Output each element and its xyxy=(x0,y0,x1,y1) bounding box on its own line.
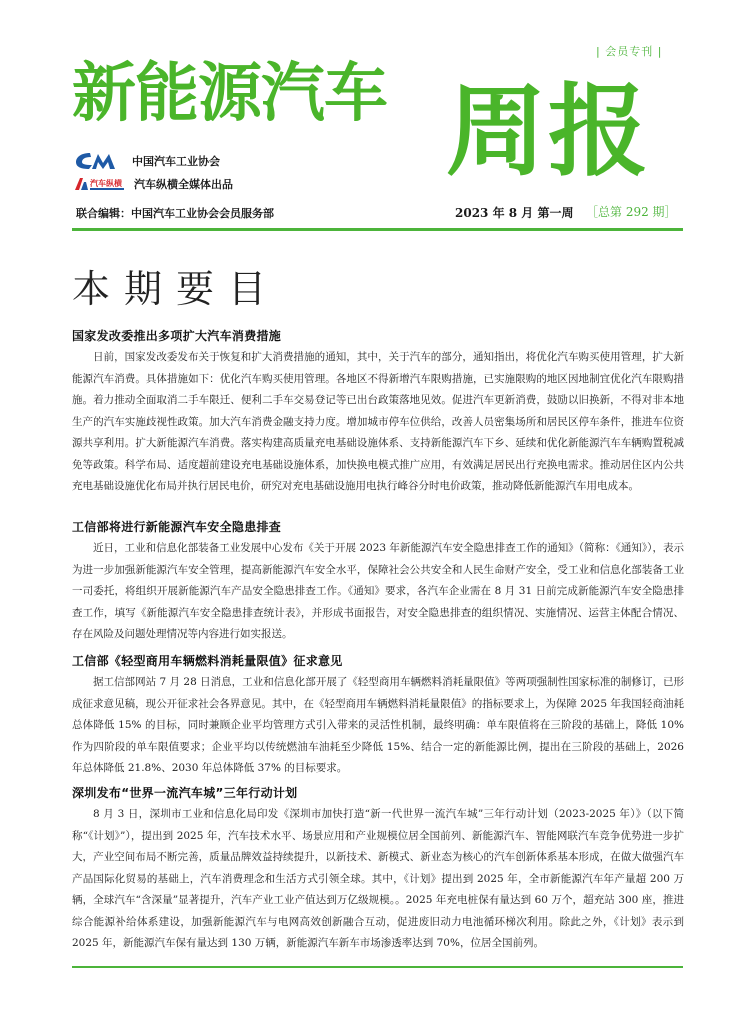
caam-logo-icon xyxy=(74,150,124,172)
masthead-week: 周报 xyxy=(446,73,650,190)
article-3 xyxy=(72,652,684,780)
article-body: 近日，工业和信息化部装备工业发展中心发布《关于开展 2023 年新能源汽车安全隐患排查工作的通知》（简称：《通知》），表示为进一步加强新能源汽车安全管理，提高新能源汽车安全水平，保障社会公共安全和人民生命财产安全，受工业和信息化部装备工业一司委托，将组织开展新能源汽车产品安全隐患排查工作。《通知》要求，各汽车企业需在 8 月 31 日前完成新能源汽车安全隐患排查工作，填写《新能源汽车安全隐患排查统计表》，并形成书面报告，对安全隐患排查的组织情况、实施情况、运营主体配合情况、存在风险及问题处理情况等内容进行如实报送。 xyxy=(72,542,684,640)
article-title: 工信部《轻型商用车辆燃料消耗量限值》征求意见 xyxy=(72,654,343,668)
article-title: 国家发改委推出多项扩大汽车消费措施 xyxy=(72,329,282,343)
joint-editor: 联合编辑：中国汽车工业协会会员服务部 xyxy=(76,207,274,220)
bottom-divider xyxy=(72,966,683,968)
toc-title: 本期要目 xyxy=(72,267,281,311)
autozonghe-logo-icon xyxy=(74,176,126,192)
article-body: 据工信部网站 7 月 28 日消息，工业和信息化部开展了《轻型商用车辆燃料消耗量限值》等两项强制性国家标准的制修订，已形成征求意见稿，现公开征求社会各界意见。其中，在《轻型商用车辆燃料消耗量限值》的指标要求上，为保障 2025 年我国轻商油耗总体降低 15% 的目标，同时兼顾企业平均管理方式引入带来的灵活性机制，最终明确：单车限值将在三阶段的基础上，降低 10% 作为四阶段的单车限值要求；企业平均以传统燃油车油耗至少降低 15%、结合一定的新能源比例，提出在三阶段的基础上，2026 年总体降低 21.8%、2030 年总体降低 37% 的目标要求。 xyxy=(72,676,684,774)
issue-date: 2023 年 8 月 第一周 xyxy=(455,206,574,220)
org-caam xyxy=(74,150,220,172)
top-divider xyxy=(72,228,683,231)
member-tag: | 会员专刊 | xyxy=(596,45,663,58)
org-autozonghe-label: 汽车纵横全媒体出品 xyxy=(134,178,233,191)
issue-number: ［总第 292 期］ xyxy=(586,205,677,219)
org-autozonghe xyxy=(74,176,233,192)
masthead-title: 新能源汽车 xyxy=(72,57,387,131)
org-caam-label: 中国汽车工业协会 xyxy=(132,155,220,168)
svg-text:汽车纵横: 汽车纵横 xyxy=(90,179,122,188)
article-2 xyxy=(72,518,684,646)
article-4 xyxy=(72,784,684,955)
article-body: 8 月 3 日，深圳市工业和信息化局印发《深圳市加快打造“新一代世界一流汽车城”三年行动计划（2023-2025 年）》（以下简称“《计划》”），提出到 2025 年，汽车技术水平、场景应用和产业规模位居全国前列、新能源汽车、智能网联汽车竞争优势进一步扩大，产业空间布局不断完善，质量品牌效益持续提升，以新技术、新模式、新业态为核心的汽车创新体系基本形成，在做大做强汽车产品国际化贸易的基础上，汽车消费理念和生活方式引领全球。其中，《计划》提出到 2025 年，全市新能源汽车年产量超 200 万辆，全球汽车“含深量”显著提升，汽车产业工业产值达到万亿级规模。。2025 年充电桩保有量达到 60 万个，超充站 300 座，推进综合能源补给体系建设，加强新能源汽车与电网高效创新融合互动，促进废旧动力电池循环梯次利用。除此之外，《计划》表示到 2025 年，新能源汽车保有量达到 130 万辆，新能源汽车新车市场渗透率达到 70%，位居全国前列。 xyxy=(72,808,684,949)
article-1 xyxy=(72,327,684,498)
article-title: 工信部将进行新能源汽车安全隐患排查 xyxy=(72,520,282,534)
article-title: 深圳发布“世界一流汽车城”三年行动计划 xyxy=(72,786,298,800)
article-body: 日前，国家发改委发布关于恢复和扩大消费措施的通知，其中，关于汽车的部分，通知指出，将优化汽车购买使用管理，扩大新能源汽车消费。具体措施如下：优化汽车购买使用管理。各地区不得新增汽车限购措施，已实施限购的地区因地制宜优化汽车限购措施。着力推动全面取消二手车限迁、便利二手车交易登记等已出台政策落地见效。促进汽车更新消费，鼓励以旧换新，不得对非本地生产的汽车实施歧视性政策。加大汽车消费金融支持力度。增加城市停车位供给，改善人员密集场所和居民区停车条件，推进车位资源共享利用。扩大新能源汽车消费。落实构建高质量充电基础设施体系、支持新能源汽车下乡、延续和优化新能源汽车车辆购置税减免等政策。科学布局、适度超前建设充电基础设施体系，加快换电模式推广应用，有效满足居民出行充换电需求。推动居住区内公共充电基础设施优化布局并执行居民电价，研究对充电基础设施用电执行峰谷分时电价政策，推动降低新能源汽车用电成本。 xyxy=(72,351,684,492)
